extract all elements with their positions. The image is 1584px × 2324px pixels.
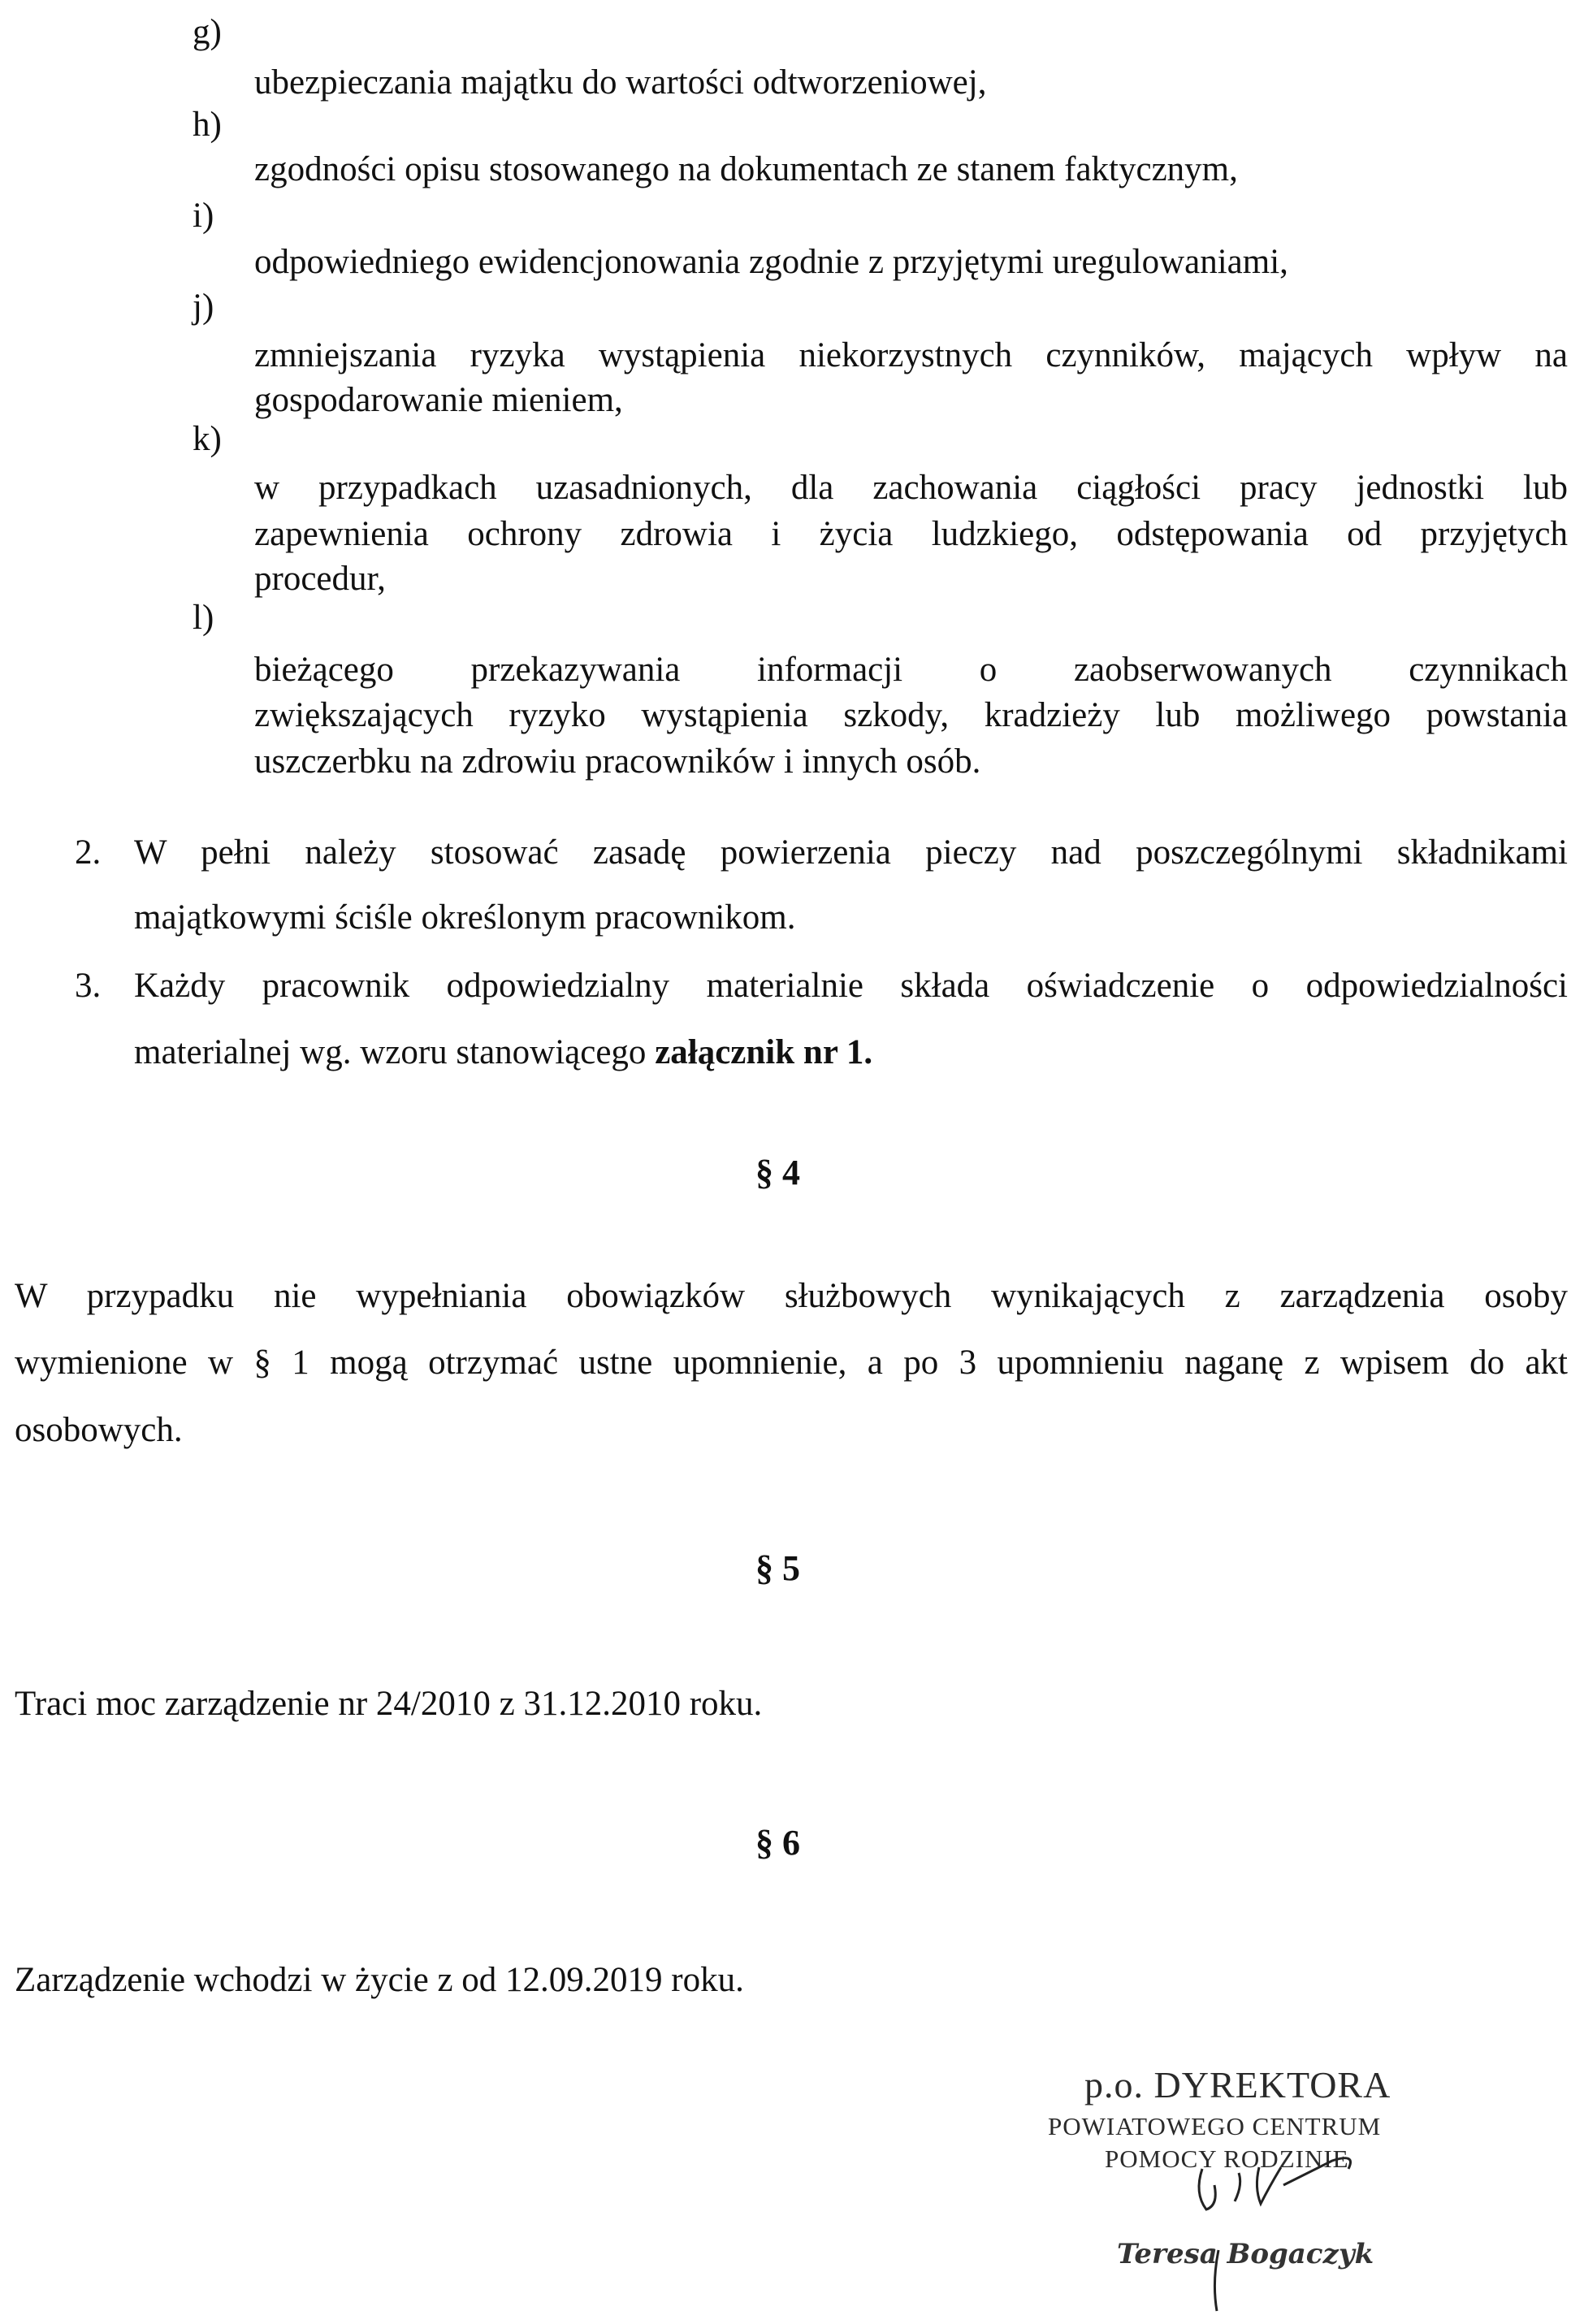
point-3-line2-prefix: materialnej wg. wzoru stanowiącego (134, 1033, 656, 1071)
stamp-institution-line2: POMOCY RODZINIE (1105, 2144, 1349, 2173)
section-5-heading: § 5 (755, 1548, 800, 1588)
section-6-text: Zarządzenie wchodzi w życie z od 12.09.2019 roku. (15, 1961, 744, 1999)
list-marker-j: j) (193, 288, 214, 326)
list-marker-h: h) (193, 106, 222, 144)
section-6-heading: § 6 (755, 1823, 800, 1863)
list-marker-i: i) (193, 197, 214, 235)
list-item-k-line3: procedur, (254, 560, 386, 598)
list-item-g-text: ubezpieczania majątku do wartości odtworzeniowej, (254, 63, 987, 102)
list-marker-l: l) (193, 599, 214, 637)
section-4-line1: W przypadku nie wypełniania obowiązków służbowych wynikających z zarządzenia osoby (15, 1277, 1568, 1315)
stamp-title: p.o. DYREKTORA (1084, 2064, 1391, 2105)
list-item-k-line2: zapewnienia ochrony zdrowia i życia ludzkiego, odstępowania od przyjętych (254, 515, 1568, 553)
point-2-number: 2. (75, 833, 102, 872)
handwritten-signature (1015, 2063, 1470, 2323)
list-marker-k: k) (193, 420, 222, 458)
section-4-line3: osobowych. (15, 1411, 183, 1449)
point-3-line2 (134, 1030, 872, 1075)
section-4-line2: wymienione w § 1 mogą otrzymać ustne upomnienie, a po 3 upomnieniu naganę z wpisem do akt (15, 1344, 1568, 1382)
list-item-i-text: odpowiedniego ewidencjonowania zgodnie z przyjętymi uregulowaniami, (254, 243, 1288, 281)
point-3-line1: Każdy pracownik odpowiedzialny materialnie składa oświadczenie o odpowiedzialności (134, 967, 1568, 1005)
signature-name: Teresa Bogaczyk (1117, 2238, 1374, 2270)
point-2-line2: majątkowymi ściśle określonym pracownikom. (134, 898, 796, 937)
director-stamp (1015, 2063, 1470, 2323)
attachment-reference: załącznik nr 1. (655, 1033, 873, 1071)
section-4-heading: § 4 (755, 1153, 800, 1192)
list-item-h-text: zgodności opisu stosowanego na dokumentach ze stanem faktycznym, (254, 150, 1238, 188)
list-item-l-line2: zwiększających ryzyko wystąpienia szkody, kradzieży lub możliwego powstania (254, 696, 1568, 734)
point-3-number: 3. (75, 967, 102, 1005)
list-item-l-line3: uszczerbku na zdrowiu pracowników i innych osób. (254, 742, 981, 781)
stamp-institution-line1: POWIATOWEGO CENTRUM (1048, 2112, 1382, 2140)
point-2-line1: W pełni należy stosować zasadę powierzenia pieczy nad poszczególnymi składnikami (134, 833, 1568, 872)
list-item-j-line1: zmniejszania ryzyka wystąpienia niekorzystnych czynników, mających wpływ na (254, 336, 1568, 374)
list-item-j-line2: gospodarowanie mieniem, (254, 381, 623, 419)
section-5-text: Traci moc zarządzenie nr 24/2010 z 31.12.2010 roku. (15, 1685, 763, 1723)
list-item-k-line1: w przypadkach uzasadnionych, dla zachowania ciągłości pracy jednostki lub (254, 469, 1568, 507)
list-marker-g: g) (193, 13, 222, 51)
list-item-l-line1: bieżącego przekazywania informacji o zaobserwowanych czynnikach (254, 651, 1568, 689)
